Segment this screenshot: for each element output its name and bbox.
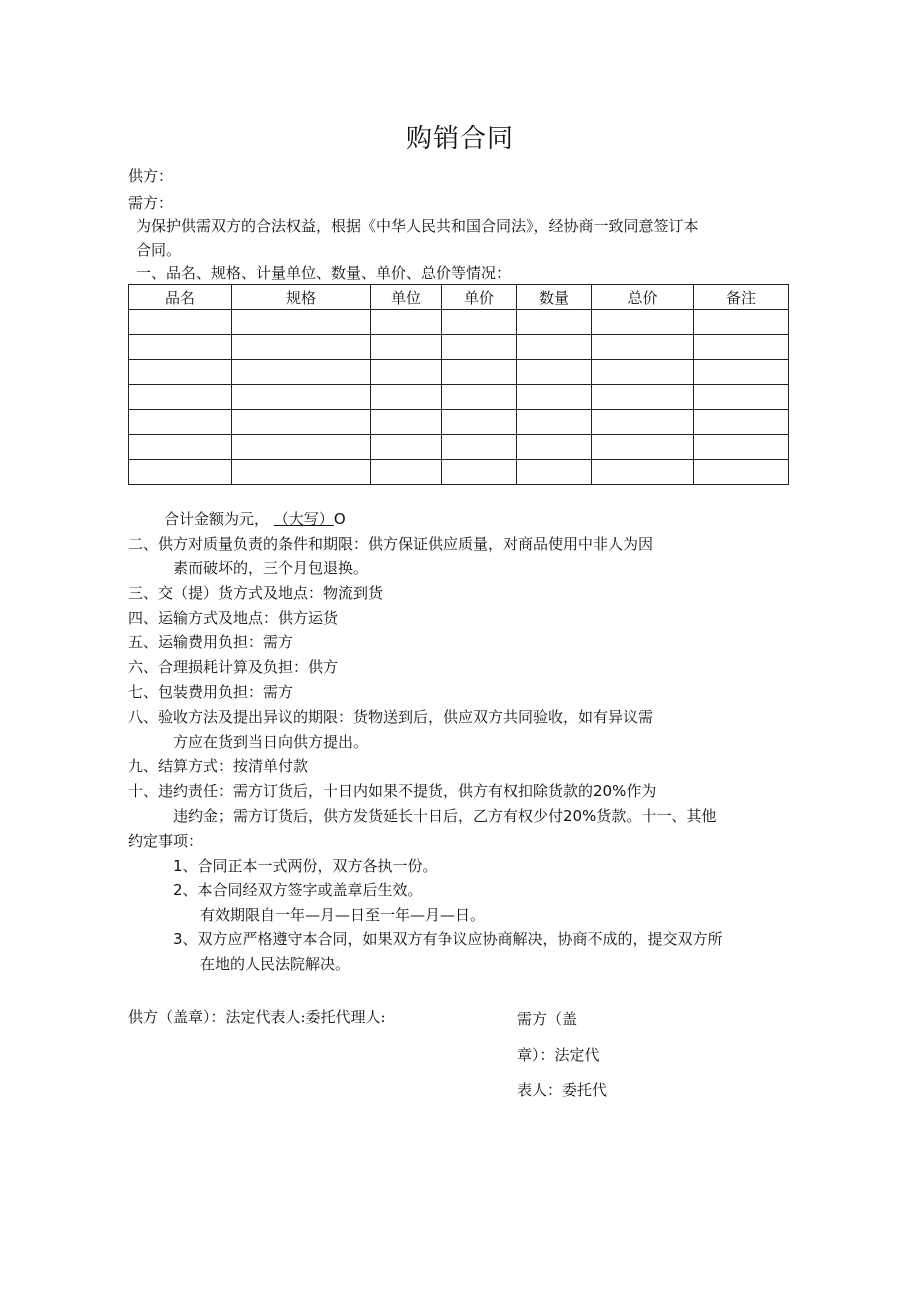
header-spec: 规格 xyxy=(232,285,371,310)
table-cell xyxy=(371,410,442,435)
table-cell xyxy=(592,410,694,435)
table-cell xyxy=(442,410,517,435)
table-cell xyxy=(129,410,232,435)
table-cell xyxy=(371,360,442,385)
agreement-item-1-number: 1 xyxy=(173,857,183,875)
table-cell xyxy=(517,360,592,385)
table-cell xyxy=(442,385,517,410)
table-cell xyxy=(517,410,592,435)
table-cell xyxy=(592,460,694,485)
header-quantity: 数量 xyxy=(517,285,592,310)
agreement-item-3-text: 、双方应严格遵守本合同，如果双方有争议应协商解决，协商不成的，提交双方所 xyxy=(182,930,723,948)
table-cell xyxy=(694,435,789,460)
clause-6: 六、合理损耗计算及负担：供方 xyxy=(128,658,339,676)
table-cell xyxy=(371,335,442,360)
table-row xyxy=(129,435,789,460)
section1-heading: 一、品名、规格、计量单位、数量、单价、总价等情况： xyxy=(136,264,512,282)
clause-3: 三、交（提）货方式及地点：物流到货 xyxy=(128,584,384,602)
table-cell xyxy=(694,335,789,360)
table-row xyxy=(129,360,789,385)
table-cell xyxy=(371,310,442,335)
agreement-item-2-number: 2 xyxy=(173,881,183,899)
clause-8-line-2: 方应在货到当日向供方提出。 xyxy=(173,733,369,751)
total-capital: （大写） xyxy=(273,510,334,528)
table-row xyxy=(129,335,789,360)
table-cell xyxy=(517,310,592,335)
header-total-price: 总价 xyxy=(592,285,694,310)
table-cell xyxy=(592,360,694,385)
table-cell xyxy=(232,435,371,460)
clause-2-line-1: 二、供方对质量负责的条件和期限：供方保证供应质量，对商品使用中非人为因 xyxy=(128,535,654,553)
table-cell xyxy=(129,360,232,385)
table-cell xyxy=(592,385,694,410)
clause-10-line-2 xyxy=(173,806,716,826)
table-cell xyxy=(694,310,789,335)
table-cell xyxy=(129,460,232,485)
table-cell xyxy=(517,460,592,485)
table-cell xyxy=(129,385,232,410)
intro-line-2: 合同。 xyxy=(136,241,182,259)
table-cell xyxy=(517,435,592,460)
total-suffix: O xyxy=(333,510,346,528)
table-cell xyxy=(232,335,371,360)
clause-10-line-2-b: 货款。十一、其他 xyxy=(596,807,717,825)
table-cell xyxy=(371,385,442,410)
table-cell xyxy=(232,460,371,485)
table-cell xyxy=(442,360,517,385)
table-cell xyxy=(442,310,517,335)
table-cell xyxy=(232,385,371,410)
buyer-signature-line-1: 需方（盖 xyxy=(517,1010,578,1028)
header-unit-price: 单价 xyxy=(442,285,517,310)
header-remarks: 备注 xyxy=(694,285,789,310)
table-cell xyxy=(129,435,232,460)
agreement-item-2-text: 、本合同经双方签字或盖章后生效。 xyxy=(182,881,423,899)
agreement-item-3 xyxy=(173,929,723,949)
table-cell xyxy=(694,385,789,410)
clause-5: 五、运输费用负担：需方 xyxy=(128,633,294,651)
clause-10-line-1-percent: 20% xyxy=(593,782,627,800)
clause-10-line-2-percent: 20% xyxy=(563,807,597,825)
table-cell xyxy=(129,335,232,360)
table-cell xyxy=(442,335,517,360)
table-cell xyxy=(442,460,517,485)
total-prefix: 合计金额为元， xyxy=(164,510,270,528)
clause-2-line-2: 素而破坏的，三个月包退换。 xyxy=(173,559,369,577)
table-cell xyxy=(694,460,789,485)
header-unit: 单位 xyxy=(371,285,442,310)
clause-9: 九、结算方式：按清单付款 xyxy=(128,757,309,775)
buyer-label: 需方： xyxy=(128,194,174,212)
supplier-label: 供方： xyxy=(128,167,174,185)
table-cell xyxy=(371,435,442,460)
table-row xyxy=(129,410,789,435)
clause-10-line-1 xyxy=(128,781,656,801)
table-row xyxy=(129,385,789,410)
agreement-item-1 xyxy=(173,856,438,876)
supplier-signature: 供方（盖章）：法定代表人:委托代理人: xyxy=(128,1008,386,1026)
table-header-row xyxy=(129,285,789,310)
clause-11-heading: 约定事项： xyxy=(128,832,204,850)
table-cell xyxy=(592,435,694,460)
header-product-name: 品名 xyxy=(129,285,232,310)
table-row xyxy=(129,460,789,485)
table-cell xyxy=(517,335,592,360)
agreement-item-2-validity: 有效期限自一年—月—日至一年—月—日。 xyxy=(200,906,486,924)
buyer-signature-line-3: 表人：委托代 xyxy=(517,1081,608,1099)
clause-10-line-1-b: 作为 xyxy=(626,782,657,800)
agreement-item-3-line-2: 在地的人民法院解决。 xyxy=(200,955,351,973)
clause-4: 四、运输方式及地点：供方运货 xyxy=(128,609,339,627)
table-cell xyxy=(592,310,694,335)
clause-10-line-1-a: 十、违约责任：需方订货后，十日内如果不提货，供方有权扣除货款的 xyxy=(128,782,594,800)
table-cell xyxy=(232,310,371,335)
total-amount-line xyxy=(164,509,346,529)
agreement-item-1-text: 、合同正本一式两份，双方各执一份。 xyxy=(182,857,438,875)
goods-table xyxy=(128,284,789,485)
buyer-signature-line-2: 章）：法定代 xyxy=(517,1046,600,1064)
table-cell xyxy=(592,335,694,360)
clause-8-line-1: 八、验收方法及提出异议的期限：货物送到后，供应双方共同验收，如有异议需 xyxy=(128,708,654,726)
table-cell xyxy=(129,310,232,335)
agreement-item-3-number: 3 xyxy=(173,930,183,948)
clause-7: 七、包装费用负担：需方 xyxy=(128,683,294,701)
table-cell xyxy=(694,410,789,435)
table-cell xyxy=(694,360,789,385)
table-cell xyxy=(232,360,371,385)
clause-10-line-2-a: 违约金；需方订货后，供方发货延长十日后，乙方有权少付 xyxy=(173,807,564,825)
table-row xyxy=(129,310,789,335)
table-cell xyxy=(442,435,517,460)
table-cell xyxy=(517,385,592,410)
contract-title: 购销合同 xyxy=(405,124,514,154)
intro-line-1: 为保护供需双方的合法权益，根据《中华人民共和国合同法》，经协商一致同意签订本 xyxy=(136,217,699,235)
agreement-item-2 xyxy=(173,880,423,900)
table-cell xyxy=(371,460,442,485)
table-cell xyxy=(232,410,371,435)
